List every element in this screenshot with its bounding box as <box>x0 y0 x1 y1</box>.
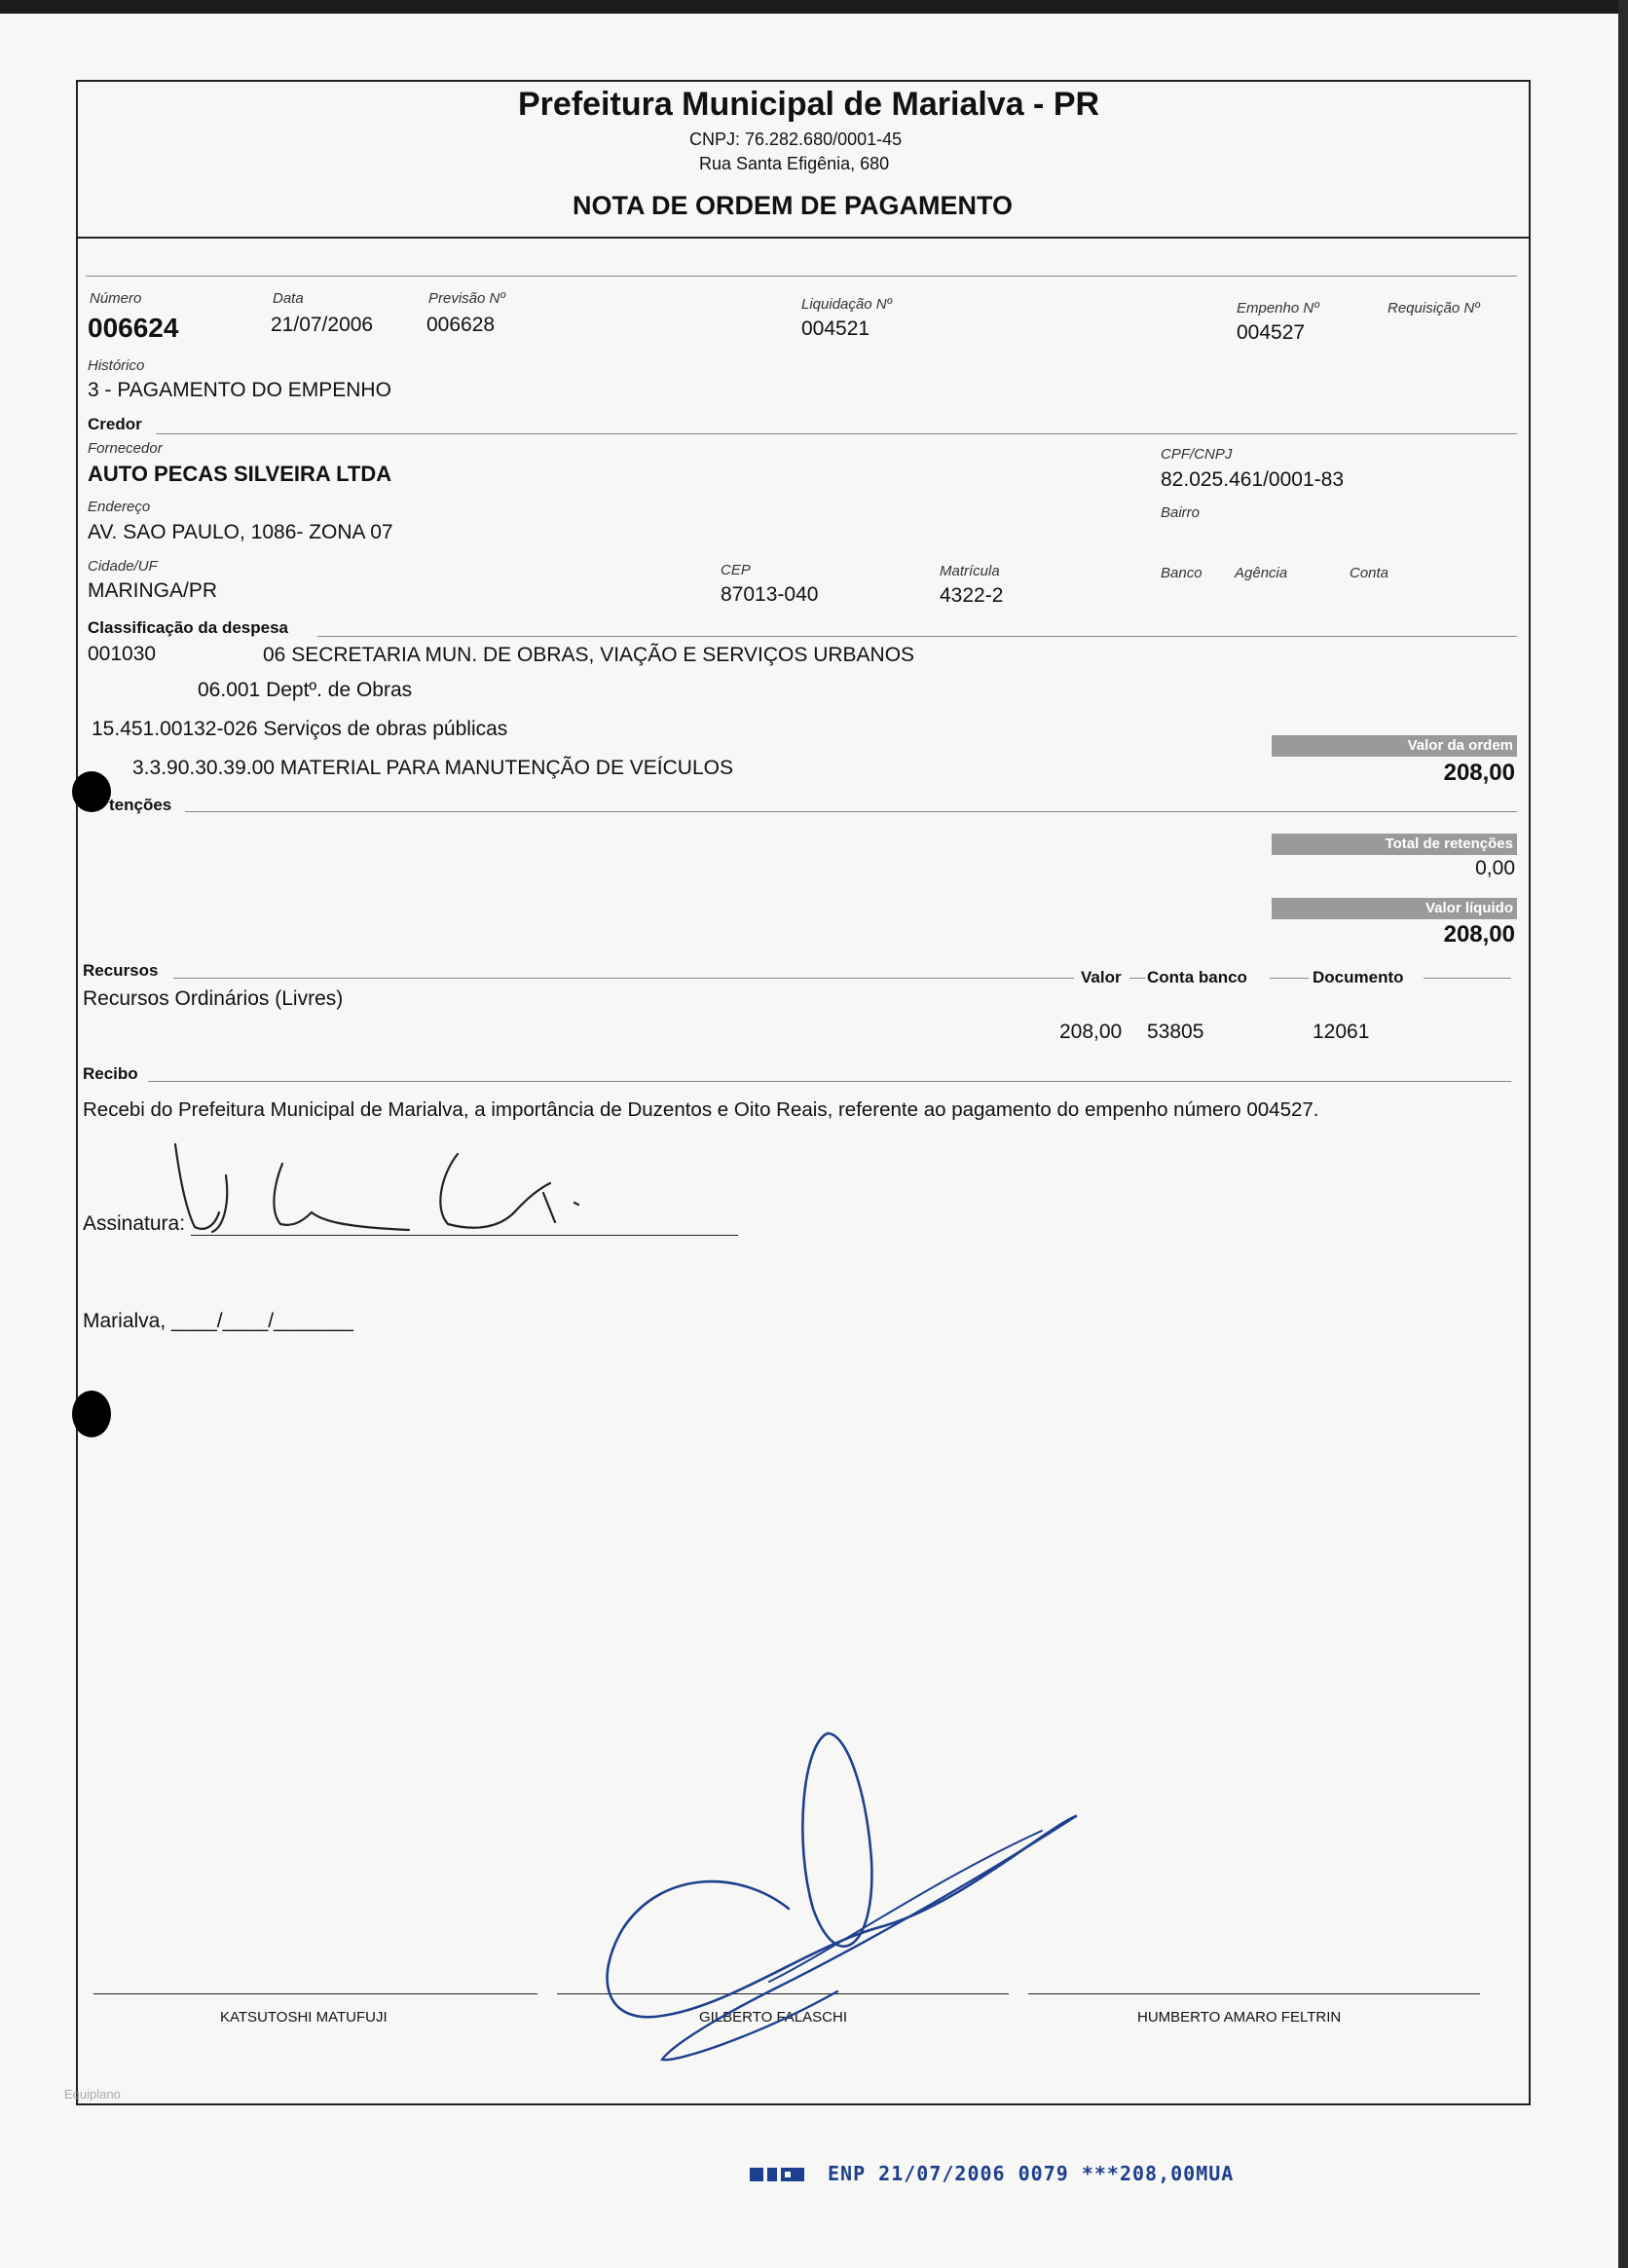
recursos-valor: 208,00 <box>1059 1021 1123 1043</box>
credor-rule <box>156 433 1517 434</box>
agencia-label: Agência <box>1235 565 1288 581</box>
cidade-value: MARINGA/PR <box>88 579 218 602</box>
material-text: 3.3.90.30.39.00 MATERIAL PARA MANUTENÇÃO DE VEÍCULOS <box>132 757 733 779</box>
retencoes-section-title: tenções <box>109 796 172 814</box>
fornecedor-value: AUTO PECAS SILVEIRA LTDA <box>88 462 392 486</box>
liquidacao-label: Liquidação Nº <box>801 296 893 313</box>
endereco-value: AV. SAO PAULO, 1086- ZONA 07 <box>88 521 393 543</box>
classificacao-code: 001030 <box>88 643 157 665</box>
local-label: Marialva, <box>83 1310 172 1332</box>
recursos-documento: 12061 <box>1313 1021 1370 1043</box>
signature-scribble-receipt <box>166 1134 633 1242</box>
recursos-section-title: Recursos <box>83 961 159 980</box>
secretaria-text: 06 SECRETARIA MUN. DE OBRAS, VIAÇÃO E SERVIÇOS URBANOS <box>263 644 915 666</box>
recursos-conta-label: Conta banco <box>1147 968 1247 986</box>
cep-label: CEP <box>721 562 751 578</box>
data-value: 21/07/2006 <box>271 314 374 336</box>
recursos-conta: 53805 <box>1147 1021 1204 1043</box>
conta-label: Conta <box>1350 565 1389 581</box>
requisicao-label: Requisição Nº <box>1388 300 1480 316</box>
marialva-date-label <box>83 1310 353 1333</box>
fornecedor-label: Fornecedor <box>88 440 163 457</box>
recursos-rule <box>173 978 1074 979</box>
signature-scribble-blue <box>584 1724 1091 2074</box>
recibo-section-title: Recibo <box>83 1064 138 1083</box>
classificacao-section-title: Classificação da despesa <box>88 618 289 637</box>
recursos-valor-label: Valor <box>1081 968 1122 986</box>
cidade-label: Cidade/UF <box>88 558 158 575</box>
recursos-rule-2 <box>1129 978 1145 979</box>
signatory-2: GILBERTO FALASCHI <box>699 2009 847 2026</box>
historico-value: 3 - PAGAMENTO DO EMPENHO <box>88 379 391 401</box>
signature-line-3 <box>1028 1993 1480 1994</box>
bairro-label: Bairro <box>1161 504 1201 521</box>
scan-edge-top <box>0 0 1628 14</box>
total-retencoes-label: Total de retenções <box>1272 834 1517 855</box>
recursos-item: Recursos Ordinários (Livres) <box>83 987 344 1010</box>
recibo-text: Recebi do Prefeitura Municipal de Marialva, a importância de Duzentos e Oito Reais, referente ao pagamento do empenho número 004527. <box>83 1098 1319 1121</box>
classificacao-rule <box>317 636 1517 637</box>
scan-edge-right <box>1618 0 1628 2268</box>
previsao-value: 006628 <box>426 314 496 336</box>
valor-ordem-label: Valor da ordem <box>1272 735 1517 757</box>
valor-liquido-value: 208,00 <box>1443 921 1515 948</box>
recursos-rule-4 <box>1424 978 1511 979</box>
total-retencoes-value: 0,00 <box>1475 857 1515 879</box>
bank-stamp: ENP 21/07/2006 0079 ***208,00MUA <box>828 2162 1235 2185</box>
servico-text: 15.451.00132-026 Serviços de obras públicas <box>92 718 508 740</box>
cnpj-text: CNPJ: 76.282.680/0001-45 <box>689 130 903 149</box>
endereco-label: Endereço <box>88 499 151 515</box>
document-title: NOTA DE ORDEM DE PAGAMENTO <box>573 191 1014 220</box>
bank-logo-icon <box>750 2164 806 2185</box>
numero-label: Número <box>90 290 142 307</box>
recursos-documento-label: Documento <box>1313 968 1404 986</box>
cpf-value: 82.025.461/0001-83 <box>1161 468 1345 491</box>
date-blanks: ____/____/_______ <box>171 1310 353 1332</box>
signatory-1: KATSUTOSHI MATUFUJI <box>220 2009 388 2026</box>
signature-line-1 <box>93 1993 537 1994</box>
empenho-value: 004527 <box>1237 321 1306 344</box>
valor-ordem-value: 208,00 <box>1443 760 1515 786</box>
cep-value: 87013-040 <box>721 583 819 606</box>
signatory-3: HUMBERTO AMARO FELTRIN <box>1137 2009 1342 2026</box>
punch-hole-1 <box>72 771 111 812</box>
punch-hole-2 <box>72 1391 111 1437</box>
matricula-value: 4322-2 <box>940 584 1004 607</box>
retencoes-rule <box>185 811 1517 812</box>
credor-section-title: Credor <box>88 415 142 433</box>
recibo-rule <box>148 1081 1511 1082</box>
cpf-label: CPF/CNPJ <box>1161 446 1233 463</box>
dept-text: 06.001 Deptº. de Obras <box>198 679 413 701</box>
valor-liquido-label: Valor líquido <box>1272 898 1517 919</box>
page-title: Prefeitura Municipal de Marialva - PR <box>518 86 1100 123</box>
matricula-label: Matrícula <box>940 563 1000 579</box>
previsao-label: Previsão Nº <box>428 290 505 307</box>
banco-label: Banco <box>1161 565 1202 581</box>
software-label: Equiplano <box>64 2087 121 2101</box>
liquidacao-value: 004521 <box>801 317 870 340</box>
historico-label: Histórico <box>88 357 145 374</box>
data-label: Data <box>273 290 304 307</box>
empenho-label: Empenho Nº <box>1237 300 1319 316</box>
address-text: Rua Santa Efigênia, 680 <box>699 154 890 173</box>
top-rule <box>86 276 1517 277</box>
header-separator <box>78 237 1529 239</box>
numero-value: 006624 <box>88 313 179 343</box>
assinatura-label: Assinatura: <box>83 1212 186 1235</box>
recursos-rule-3 <box>1270 978 1309 979</box>
